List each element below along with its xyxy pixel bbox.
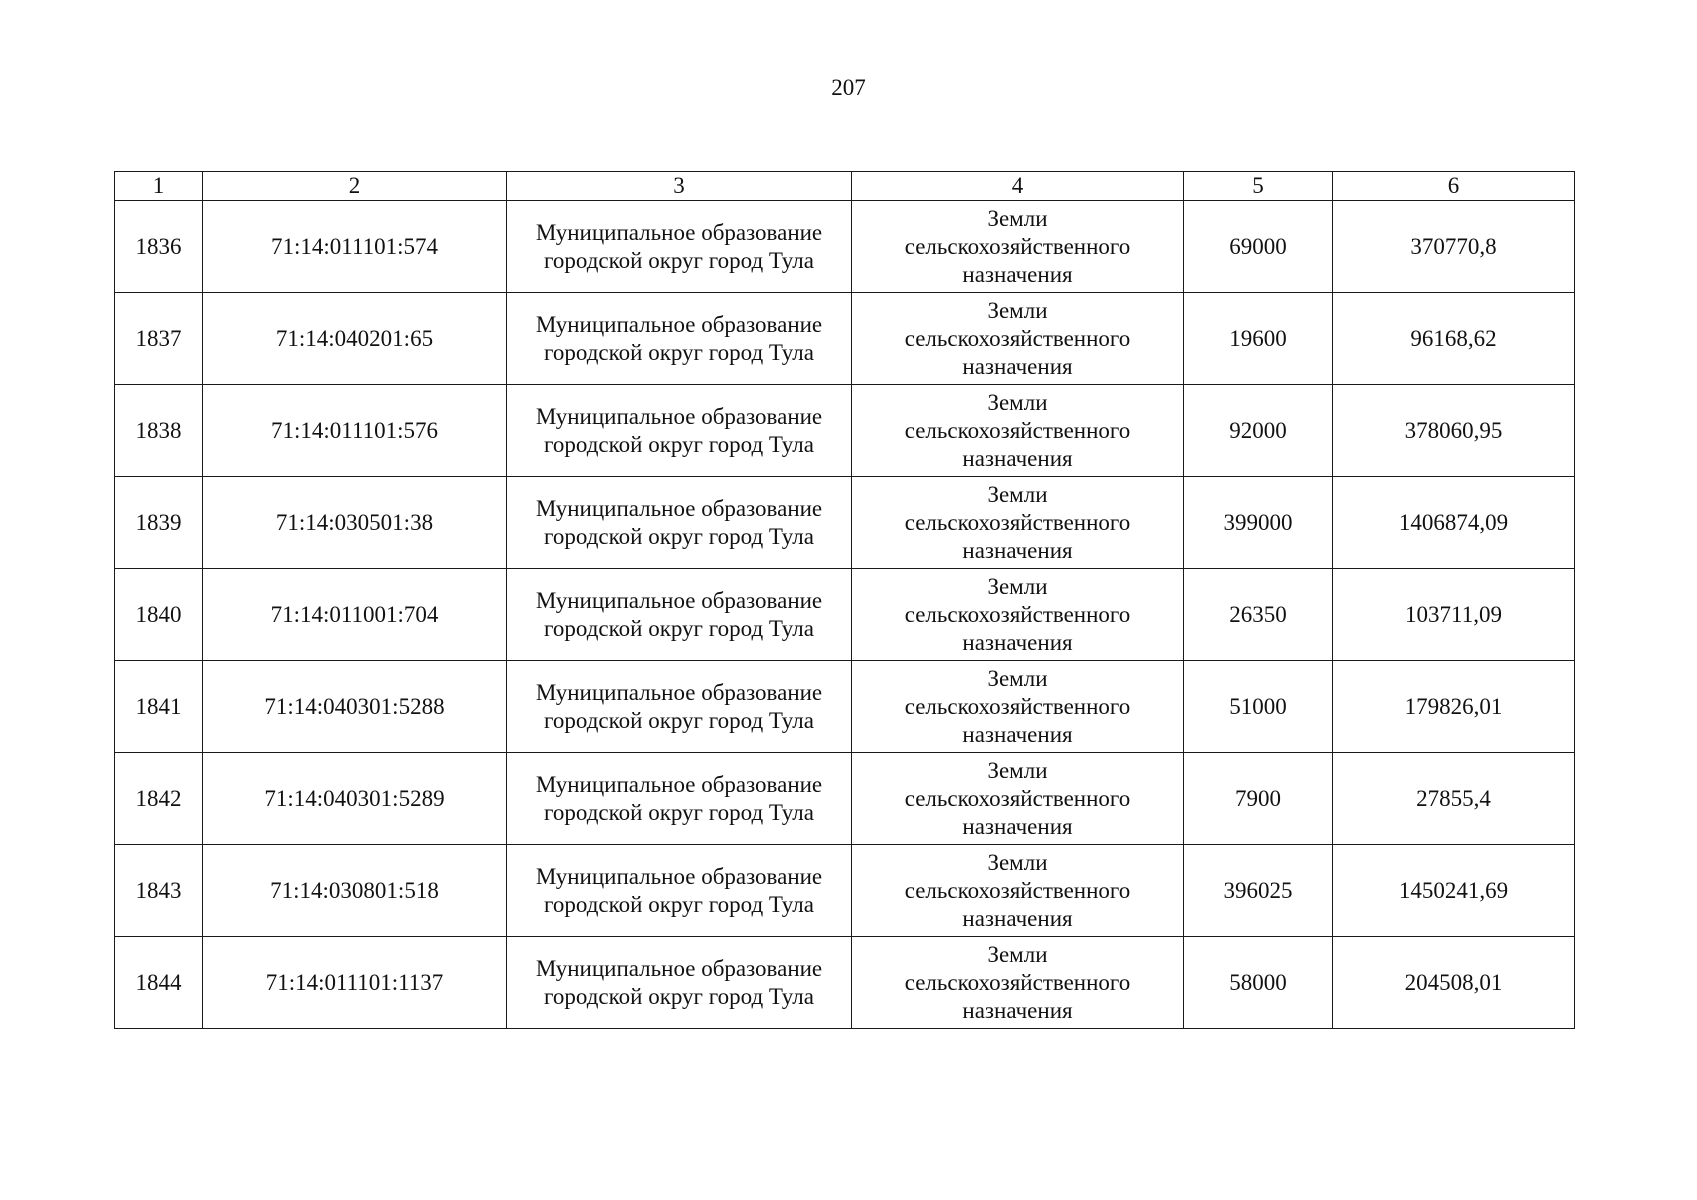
row-number-cell: 1837	[115, 293, 203, 385]
table-row	[115, 661, 1575, 753]
land-category-cell-line: сельскохозяйственного	[904, 417, 1131, 443]
cadastral-number-cell: 71:14:040201:65	[203, 293, 507, 385]
land-category-cell-line: назначения	[962, 721, 1073, 747]
column-header-5: 5	[1184, 172, 1333, 201]
owner-cell-line: Муниципальное образование	[535, 771, 823, 797]
land-category-cell-line: назначения	[962, 813, 1073, 839]
land-category-cell-line: назначения	[962, 997, 1073, 1023]
table-row	[115, 385, 1575, 477]
land-category-cell-line: сельскохозяйственного	[904, 877, 1131, 903]
owner-cell-line: Муниципальное образование	[535, 955, 823, 981]
land-category-cell-line: Земли	[987, 389, 1048, 415]
value-cell: 103711,09	[1333, 569, 1575, 661]
owner-cell	[507, 477, 852, 569]
value-cell: 1450241,69	[1333, 845, 1575, 937]
land-category-cell	[852, 201, 1184, 293]
land-category-cell-line: Земли	[987, 481, 1048, 507]
land-category-cell	[852, 385, 1184, 477]
row-number-cell: 1839	[115, 477, 203, 569]
owner-cell-line: городской округ город Тула	[544, 339, 814, 365]
value-cell: 204508,01	[1333, 937, 1575, 1029]
owner-cell-line: Муниципальное образование	[535, 403, 823, 429]
owner-cell	[507, 753, 852, 845]
cadastral-number-cell: 71:14:030501:38	[203, 477, 507, 569]
table-row	[115, 569, 1575, 661]
area-cell: 7900	[1184, 753, 1333, 845]
table-row	[115, 477, 1575, 569]
column-header-4: 4	[852, 172, 1184, 201]
owner-cell	[507, 201, 852, 293]
owner-cell	[507, 569, 852, 661]
land-category-cell	[852, 569, 1184, 661]
value-cell: 370770,8	[1333, 201, 1575, 293]
cadastral-number-cell: 71:14:040301:5289	[203, 753, 507, 845]
land-category-cell-line: сельскохозяйственного	[904, 233, 1131, 259]
land-category-cell	[852, 293, 1184, 385]
table-row	[115, 201, 1575, 293]
row-number-cell: 1842	[115, 753, 203, 845]
land-category-cell	[852, 845, 1184, 937]
area-cell: 92000	[1184, 385, 1333, 477]
owner-cell	[507, 937, 852, 1029]
cadastral-number-cell: 71:14:030801:518	[203, 845, 507, 937]
cadastral-number-cell: 71:14:011101:574	[203, 201, 507, 293]
cadastral-number-cell: 71:14:011101:1137	[203, 937, 507, 1029]
table-row	[115, 937, 1575, 1029]
column-header-6: 6	[1333, 172, 1575, 201]
area-cell: 19600	[1184, 293, 1333, 385]
owner-cell	[507, 845, 852, 937]
table-row	[115, 293, 1575, 385]
value-cell: 1406874,09	[1333, 477, 1575, 569]
column-header-1: 1	[115, 172, 203, 201]
owner-cell-line: городской округ город Тула	[544, 983, 814, 1009]
area-cell: 69000	[1184, 201, 1333, 293]
owner-cell-line: городской округ город Тула	[544, 615, 814, 641]
owner-cell-line: городской округ город Тула	[544, 431, 814, 457]
table-header	[115, 172, 1575, 201]
owner-cell-line: Муниципальное образование	[535, 587, 823, 613]
land-category-cell-line: Земли	[987, 573, 1048, 599]
land-category-cell-line: сельскохозяйственного	[904, 325, 1131, 351]
owner-cell	[507, 293, 852, 385]
table-body	[115, 201, 1575, 1029]
cadastral-number-cell: 71:14:040301:5288	[203, 661, 507, 753]
land-category-cell	[852, 477, 1184, 569]
owner-cell-line: Муниципальное образование	[535, 679, 823, 705]
cadastral-number-cell: 71:14:011001:704	[203, 569, 507, 661]
land-category-cell-line: Земли	[987, 665, 1048, 691]
land-category-cell-line: сельскохозяйственного	[904, 693, 1131, 719]
land-category-cell-line: назначения	[962, 537, 1073, 563]
row-number-cell: 1841	[115, 661, 203, 753]
table-row	[115, 753, 1575, 845]
area-cell: 26350	[1184, 569, 1333, 661]
column-header-3: 3	[507, 172, 852, 201]
owner-cell	[507, 661, 852, 753]
area-cell: 51000	[1184, 661, 1333, 753]
owner-cell-line: городской округ город Тула	[544, 523, 814, 549]
cadastral-number-cell: 71:14:011101:576	[203, 385, 507, 477]
owner-cell	[507, 385, 852, 477]
row-number-cell: 1838	[115, 385, 203, 477]
land-category-cell	[852, 753, 1184, 845]
land-category-cell-line: Земли	[987, 297, 1048, 323]
land-category-cell-line: Земли	[987, 205, 1048, 231]
land-category-cell-line: сельскохозяйственного	[904, 601, 1131, 627]
value-cell: 96168,62	[1333, 293, 1575, 385]
value-cell: 27855,4	[1333, 753, 1575, 845]
land-category-cell	[852, 937, 1184, 1029]
area-cell: 399000	[1184, 477, 1333, 569]
page-number: 207	[831, 75, 866, 100]
land-category-cell-line: сельскохозяйственного	[904, 509, 1131, 535]
header-row	[115, 172, 1575, 201]
owner-cell-line: городской округ город Тула	[544, 799, 814, 825]
owner-cell-line: городской округ город Тула	[544, 247, 814, 273]
row-number-cell: 1843	[115, 845, 203, 937]
row-number-cell: 1836	[115, 201, 203, 293]
table-row	[115, 845, 1575, 937]
land-category-cell-line: назначения	[962, 905, 1073, 931]
owner-cell-line: городской округ город Тула	[544, 707, 814, 733]
land-category-cell	[852, 661, 1184, 753]
owner-cell-line: Муниципальное образование	[535, 495, 823, 521]
land-category-cell-line: назначения	[962, 445, 1073, 471]
row-number-cell: 1840	[115, 569, 203, 661]
land-category-cell-line: сельскохозяйственного	[904, 969, 1131, 995]
owner-cell-line: Муниципальное образование	[535, 219, 823, 245]
owner-cell-line: городской округ город Тула	[544, 891, 814, 917]
area-cell: 396025	[1184, 845, 1333, 937]
owner-cell-line: Муниципальное образование	[535, 311, 823, 337]
value-cell: 378060,95	[1333, 385, 1575, 477]
land-category-cell-line: Земли	[987, 941, 1048, 967]
column-header-2: 2	[203, 172, 507, 201]
land-category-cell-line: назначения	[962, 261, 1073, 287]
land-category-cell-line: Земли	[987, 849, 1048, 875]
land-category-cell-line: сельскохозяйственного	[904, 785, 1131, 811]
owner-cell-line: Муниципальное образование	[535, 863, 823, 889]
area-cell: 58000	[1184, 937, 1333, 1029]
value-cell: 179826,01	[1333, 661, 1575, 753]
row-number-cell: 1844	[115, 937, 203, 1029]
land-category-cell-line: назначения	[962, 353, 1073, 379]
land-category-cell-line: Земли	[987, 757, 1048, 783]
land-plots-table	[114, 171, 1575, 1029]
land-category-cell-line: назначения	[962, 629, 1073, 655]
